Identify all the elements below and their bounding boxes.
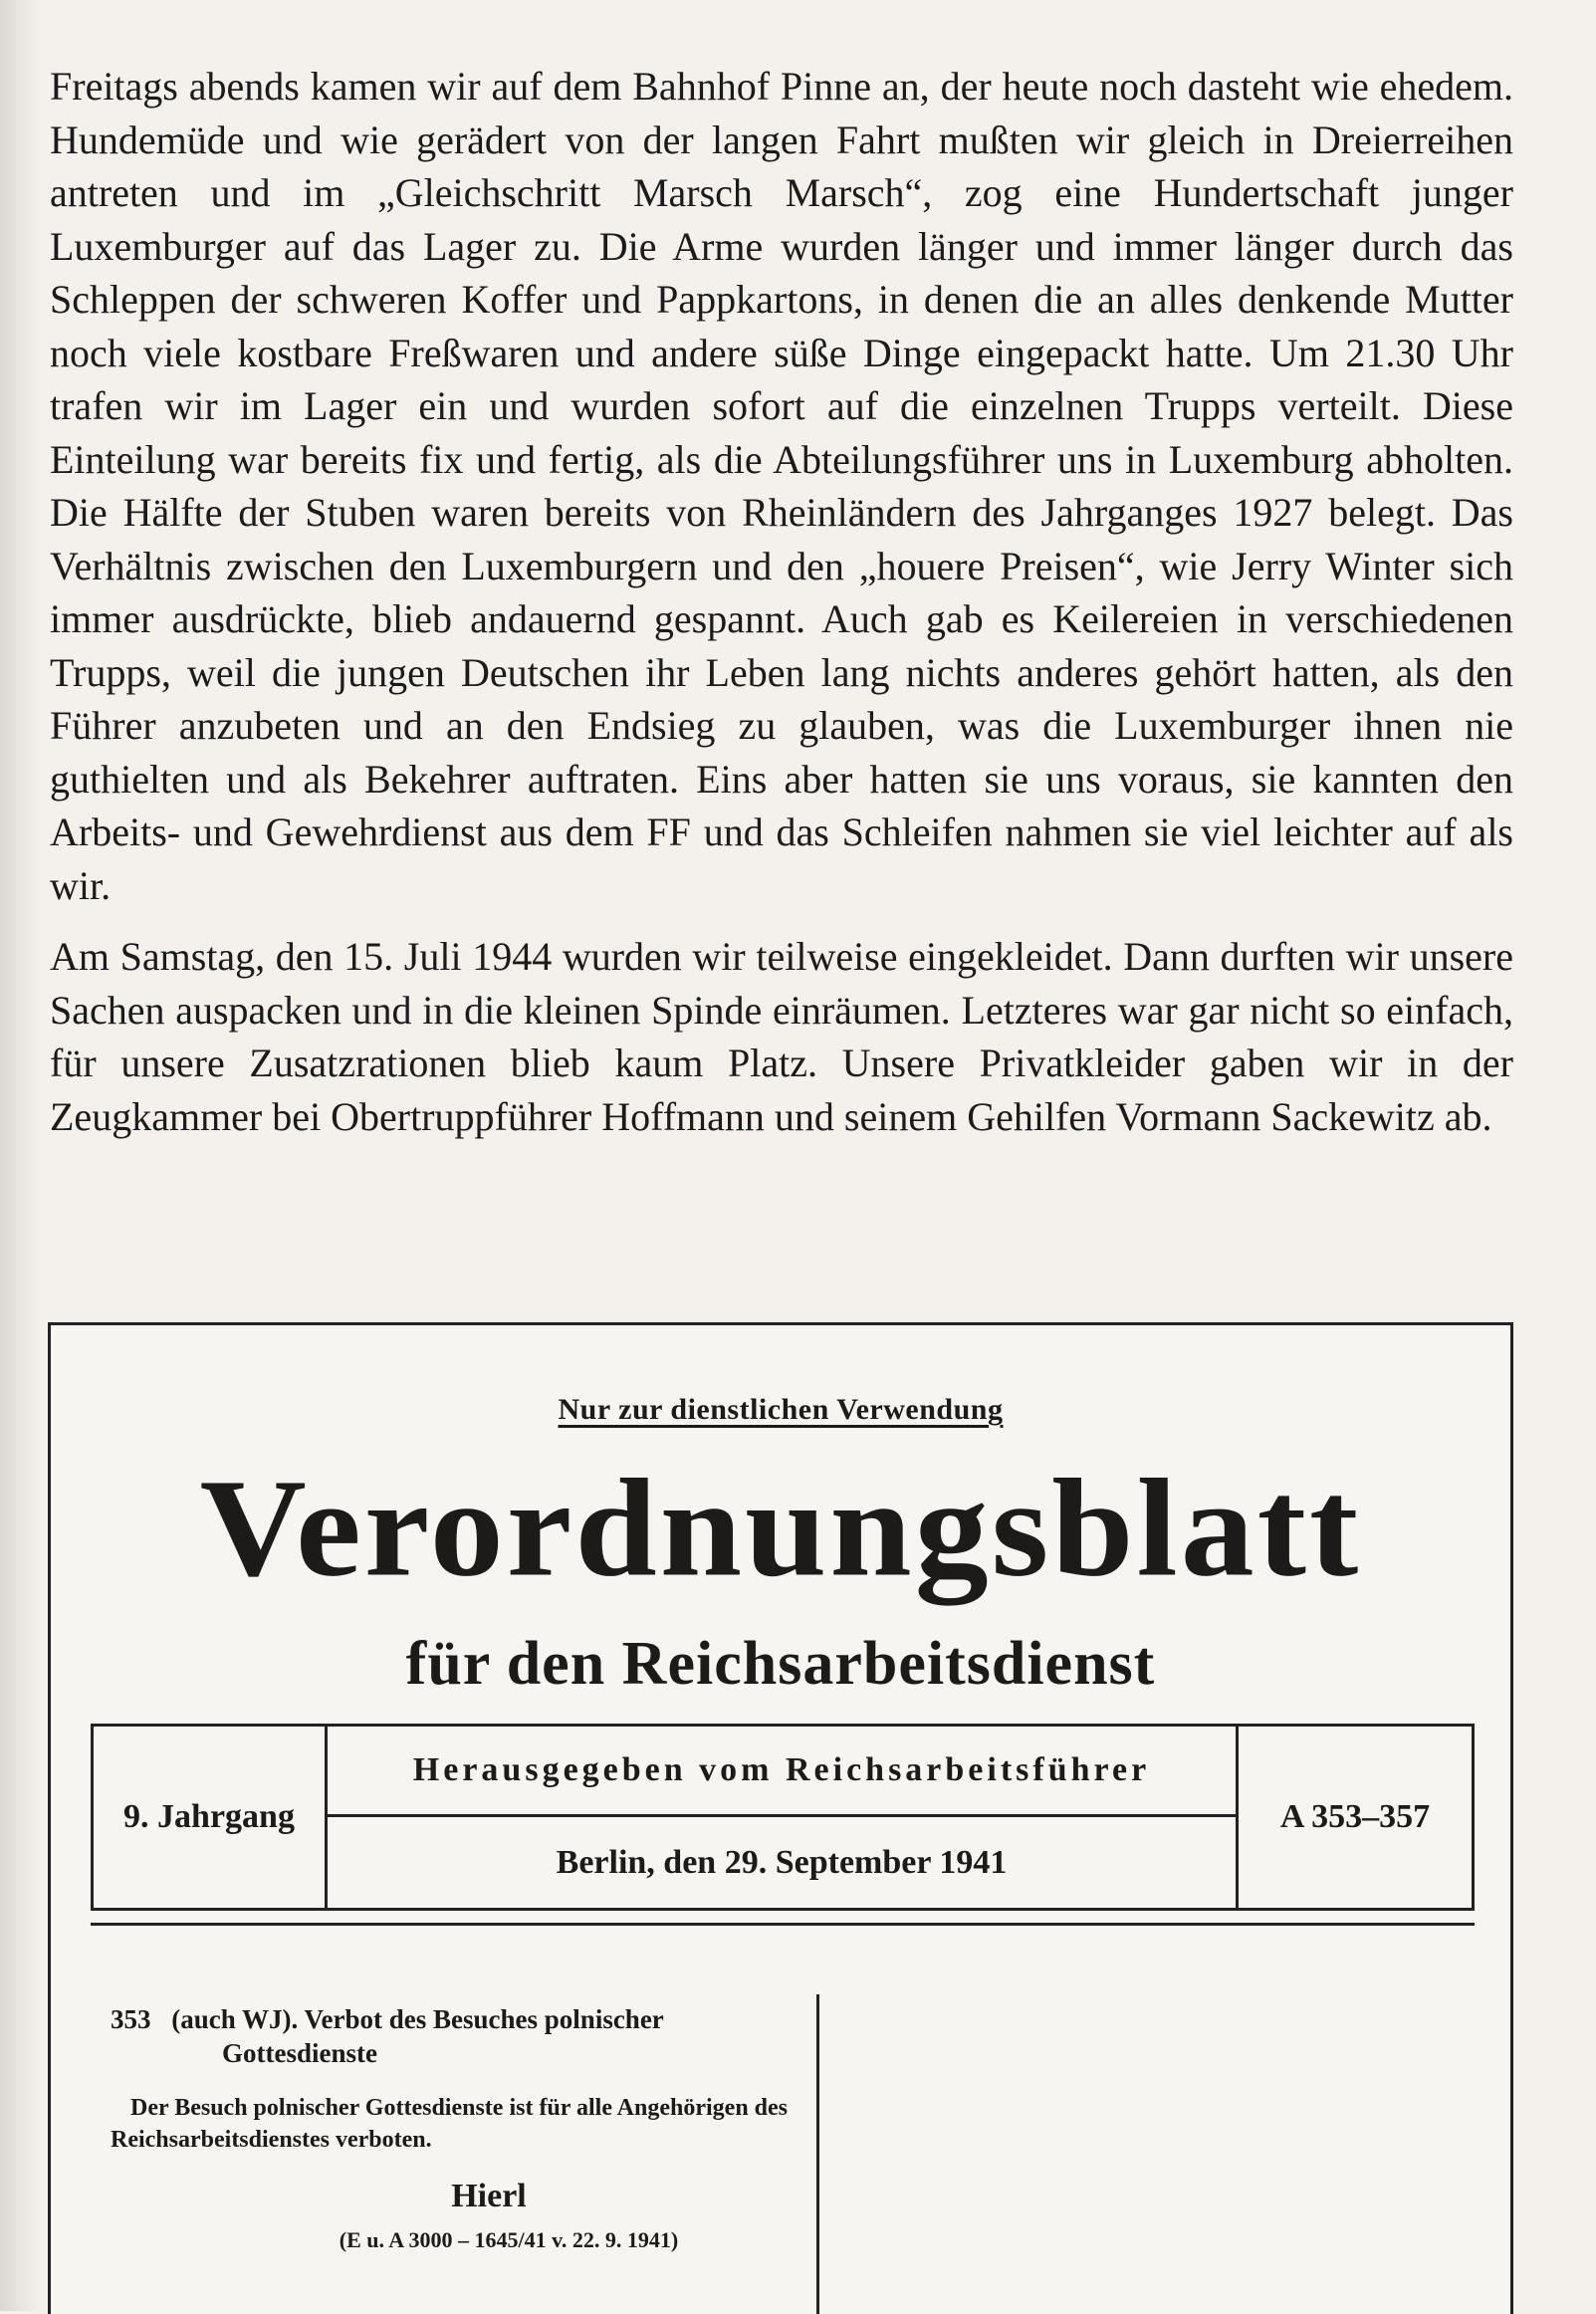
masthead-subtitle: für den Reichsarbeitsdienst bbox=[405, 1630, 1156, 1698]
confidential-note: Nur zur dienstlichen Verwendung bbox=[558, 1393, 1004, 1426]
paragraph: Am Samstag, den 15. Juli 1944 wurden wir teilweise eingekleidet. Dann durften wir unsere Sachen auspacken und in die kleinen Spinde einräumen. Letzteres war gar nicht so einfach, für unsere Zusatzrationen blieb kaum Platz. Unsere Privatkleider gaben wir in der Zeugkammer bei Obertruppführer Hoffmann und seinem Gehilfen Vormann Sackewitz ab. bbox=[50, 934, 1513, 1139]
decree-entry bbox=[111, 2002, 807, 2253]
decree-number: 353 bbox=[111, 2004, 151, 2034]
publisher-line: Herausgegeben vom Reichsarbeitsführer bbox=[328, 1727, 1236, 1817]
masthead-title: Verordnungsblatt bbox=[199, 1451, 1362, 1606]
column-divider bbox=[816, 1994, 819, 2314]
decree-heading-text: (auch WJ). Verbot des Besuches polnischer bbox=[171, 2004, 664, 2034]
dateline: Berlin, den 29. September 1941 bbox=[556, 1843, 1008, 1881]
issue-year: 9. Jahrgang bbox=[94, 1727, 328, 1908]
decree-text: Der Besuch polnischer Gottesdienste ist für alle Angehörigen des Reichsarbeitsdienstes verboten. bbox=[111, 2095, 788, 2153]
decree-heading bbox=[111, 2002, 807, 2036]
decree-reference: (E u. A 3000 – 1645/41 v. 22. 9. 1941) bbox=[339, 2227, 679, 2252]
decree-signature: Hierl bbox=[451, 2178, 527, 2214]
scanned-document bbox=[48, 1322, 1513, 2314]
divider-rule bbox=[91, 1923, 1475, 1926]
decree-heading-cont: Gottesdienste bbox=[222, 2038, 377, 2068]
paragraph: Freitags abends kamen wir auf dem Bahnhof Pinne an, der heute noch dasteht wie ehedem. Hundemüde und wie gerädert von der langen Fahrt mußten wir gleich in Dreierreihen antreten und im „Gleichschritt Marsch Marsch“, zog eine Hundertschaft junger Luxemburger auf das Lager zu. Die Arme wurden länger und immer länger durch das Schleppen der schweren Koffer und Pappkartons, in denen die an alles denkende Mutter noch viele kostbare Freßwaren und andere süße Dinge eingepackt hatte. Um 21.30 Uhr trafen wir im Lager ein und wurden sofort auf die einzelnen Trupps verteilt. Diese Einteilung war bereits fix und fertig, als die Abteilungsführer uns in Luxemburg abholten. Die Hälfte der Stuben waren bereits von Rheinländern des Jahrganges 1927 belegt. Das Verhältnis zwischen den Luxemburgern und den „houere Preisen“, wie Jerry Winter sich immer ausdrückte, blieb andauernd gespannt. Auch gab es Keilereien in verschiedenen Trupps, weil die jungen Deutschen ihr Leben lang nichts anderes gehört hatten, als den Führer anzubeten und an den Endsieg zu glauben, was die Luxemburger ihnen nie guthielten und als Bekehrer auftraten. Eins aber hatten sie uns voraus, sie kannten den Arbeits- und Gewehrdienst aus dem FF und das Schleifen nahmen sie viel leichter auf als wir. bbox=[50, 64, 1513, 908]
issue-info-table bbox=[91, 1724, 1475, 1911]
issue-number-range: A 353–357 bbox=[1279, 1798, 1431, 1835]
issue-publisher-block bbox=[328, 1727, 1239, 1908]
body-text bbox=[50, 60, 1513, 1161]
page-edge-shadow bbox=[0, 0, 40, 2311]
